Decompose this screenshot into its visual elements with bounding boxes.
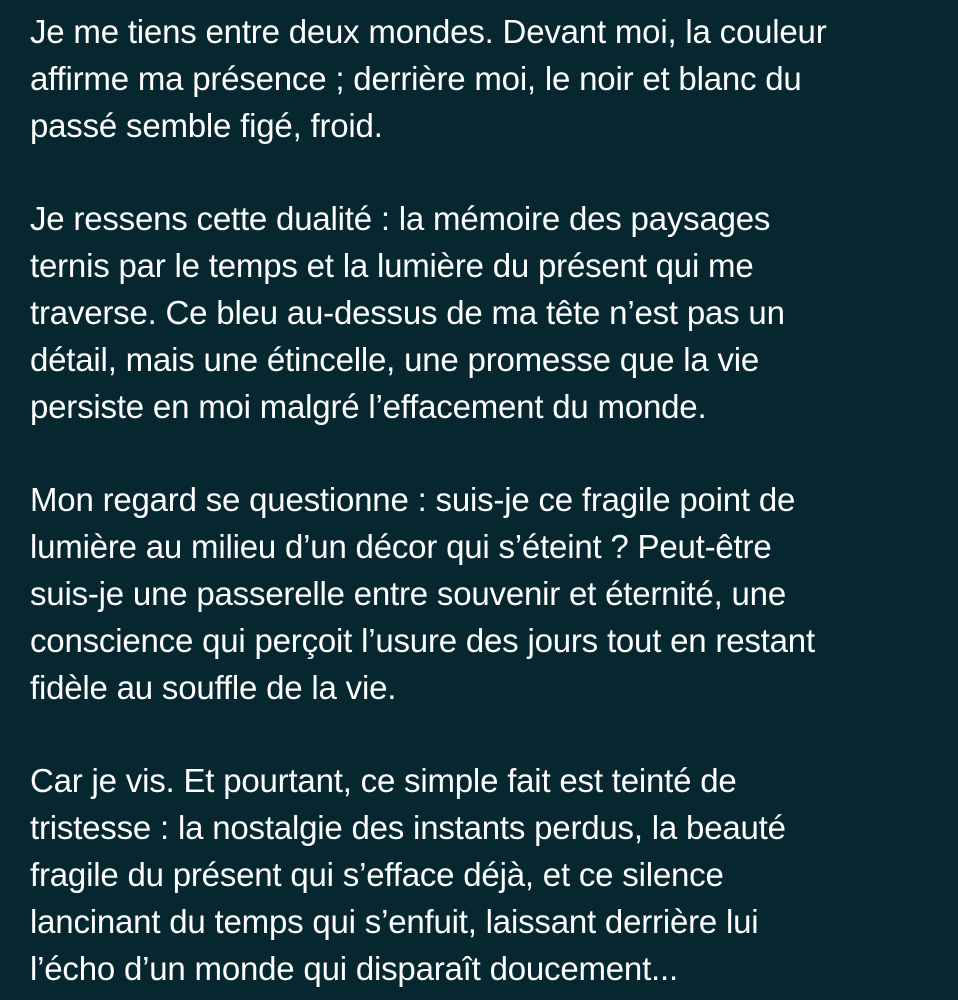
- text-line: affirme ma présence ; derrière moi, le noir et blanc du: [30, 60, 802, 97]
- text-line: fragile du présent qui s’efface déjà, et ce silence: [30, 856, 724, 893]
- text-line: Je me tiens entre deux mondes. Devant moi, la couleur: [30, 13, 827, 50]
- text-line: Je ressens cette dualité : la mémoire des paysages: [30, 200, 771, 237]
- text-line: lumière au milieu d’un décor qui s’éteint ? Peut-être: [30, 528, 772, 565]
- text-line: l’écho d’un monde qui disparaît doucement...: [30, 950, 678, 987]
- text-line: suis-je une passerelle entre souvenir et éternité, une: [30, 575, 786, 612]
- text-line: détail, mais une étincelle, une promesse que la vie: [30, 341, 760, 378]
- text-line: persiste en moi malgré l’effacement du monde.: [30, 388, 707, 425]
- text-line: Mon regard se questionne : suis-je ce fragile point de: [30, 481, 796, 518]
- text-line: lancinant du temps qui s’enfuit, laissant derrière lui: [30, 903, 759, 940]
- paragraph-2: [30, 195, 938, 430]
- text-line: ternis par le temps et la lumière du présent qui me: [30, 247, 754, 284]
- paragraph-3: [30, 476, 938, 711]
- text-line: fidèle au souffle de la vie.: [30, 669, 397, 706]
- text-line: conscience qui perçoit l’usure des jours tout en restant: [30, 622, 815, 659]
- paragraph-4: [30, 757, 938, 992]
- text-line: passé semble figé, froid.: [30, 107, 383, 144]
- text-line: Car je vis. Et pourtant, ce simple fait est teinté de: [30, 762, 737, 799]
- text-line: traverse. Ce bleu au-dessus de ma tête n’est pas un: [30, 294, 785, 331]
- text-line: tristesse : la nostalgie des instants perdus, la beauté: [30, 809, 786, 846]
- paragraph-1: [30, 8, 938, 149]
